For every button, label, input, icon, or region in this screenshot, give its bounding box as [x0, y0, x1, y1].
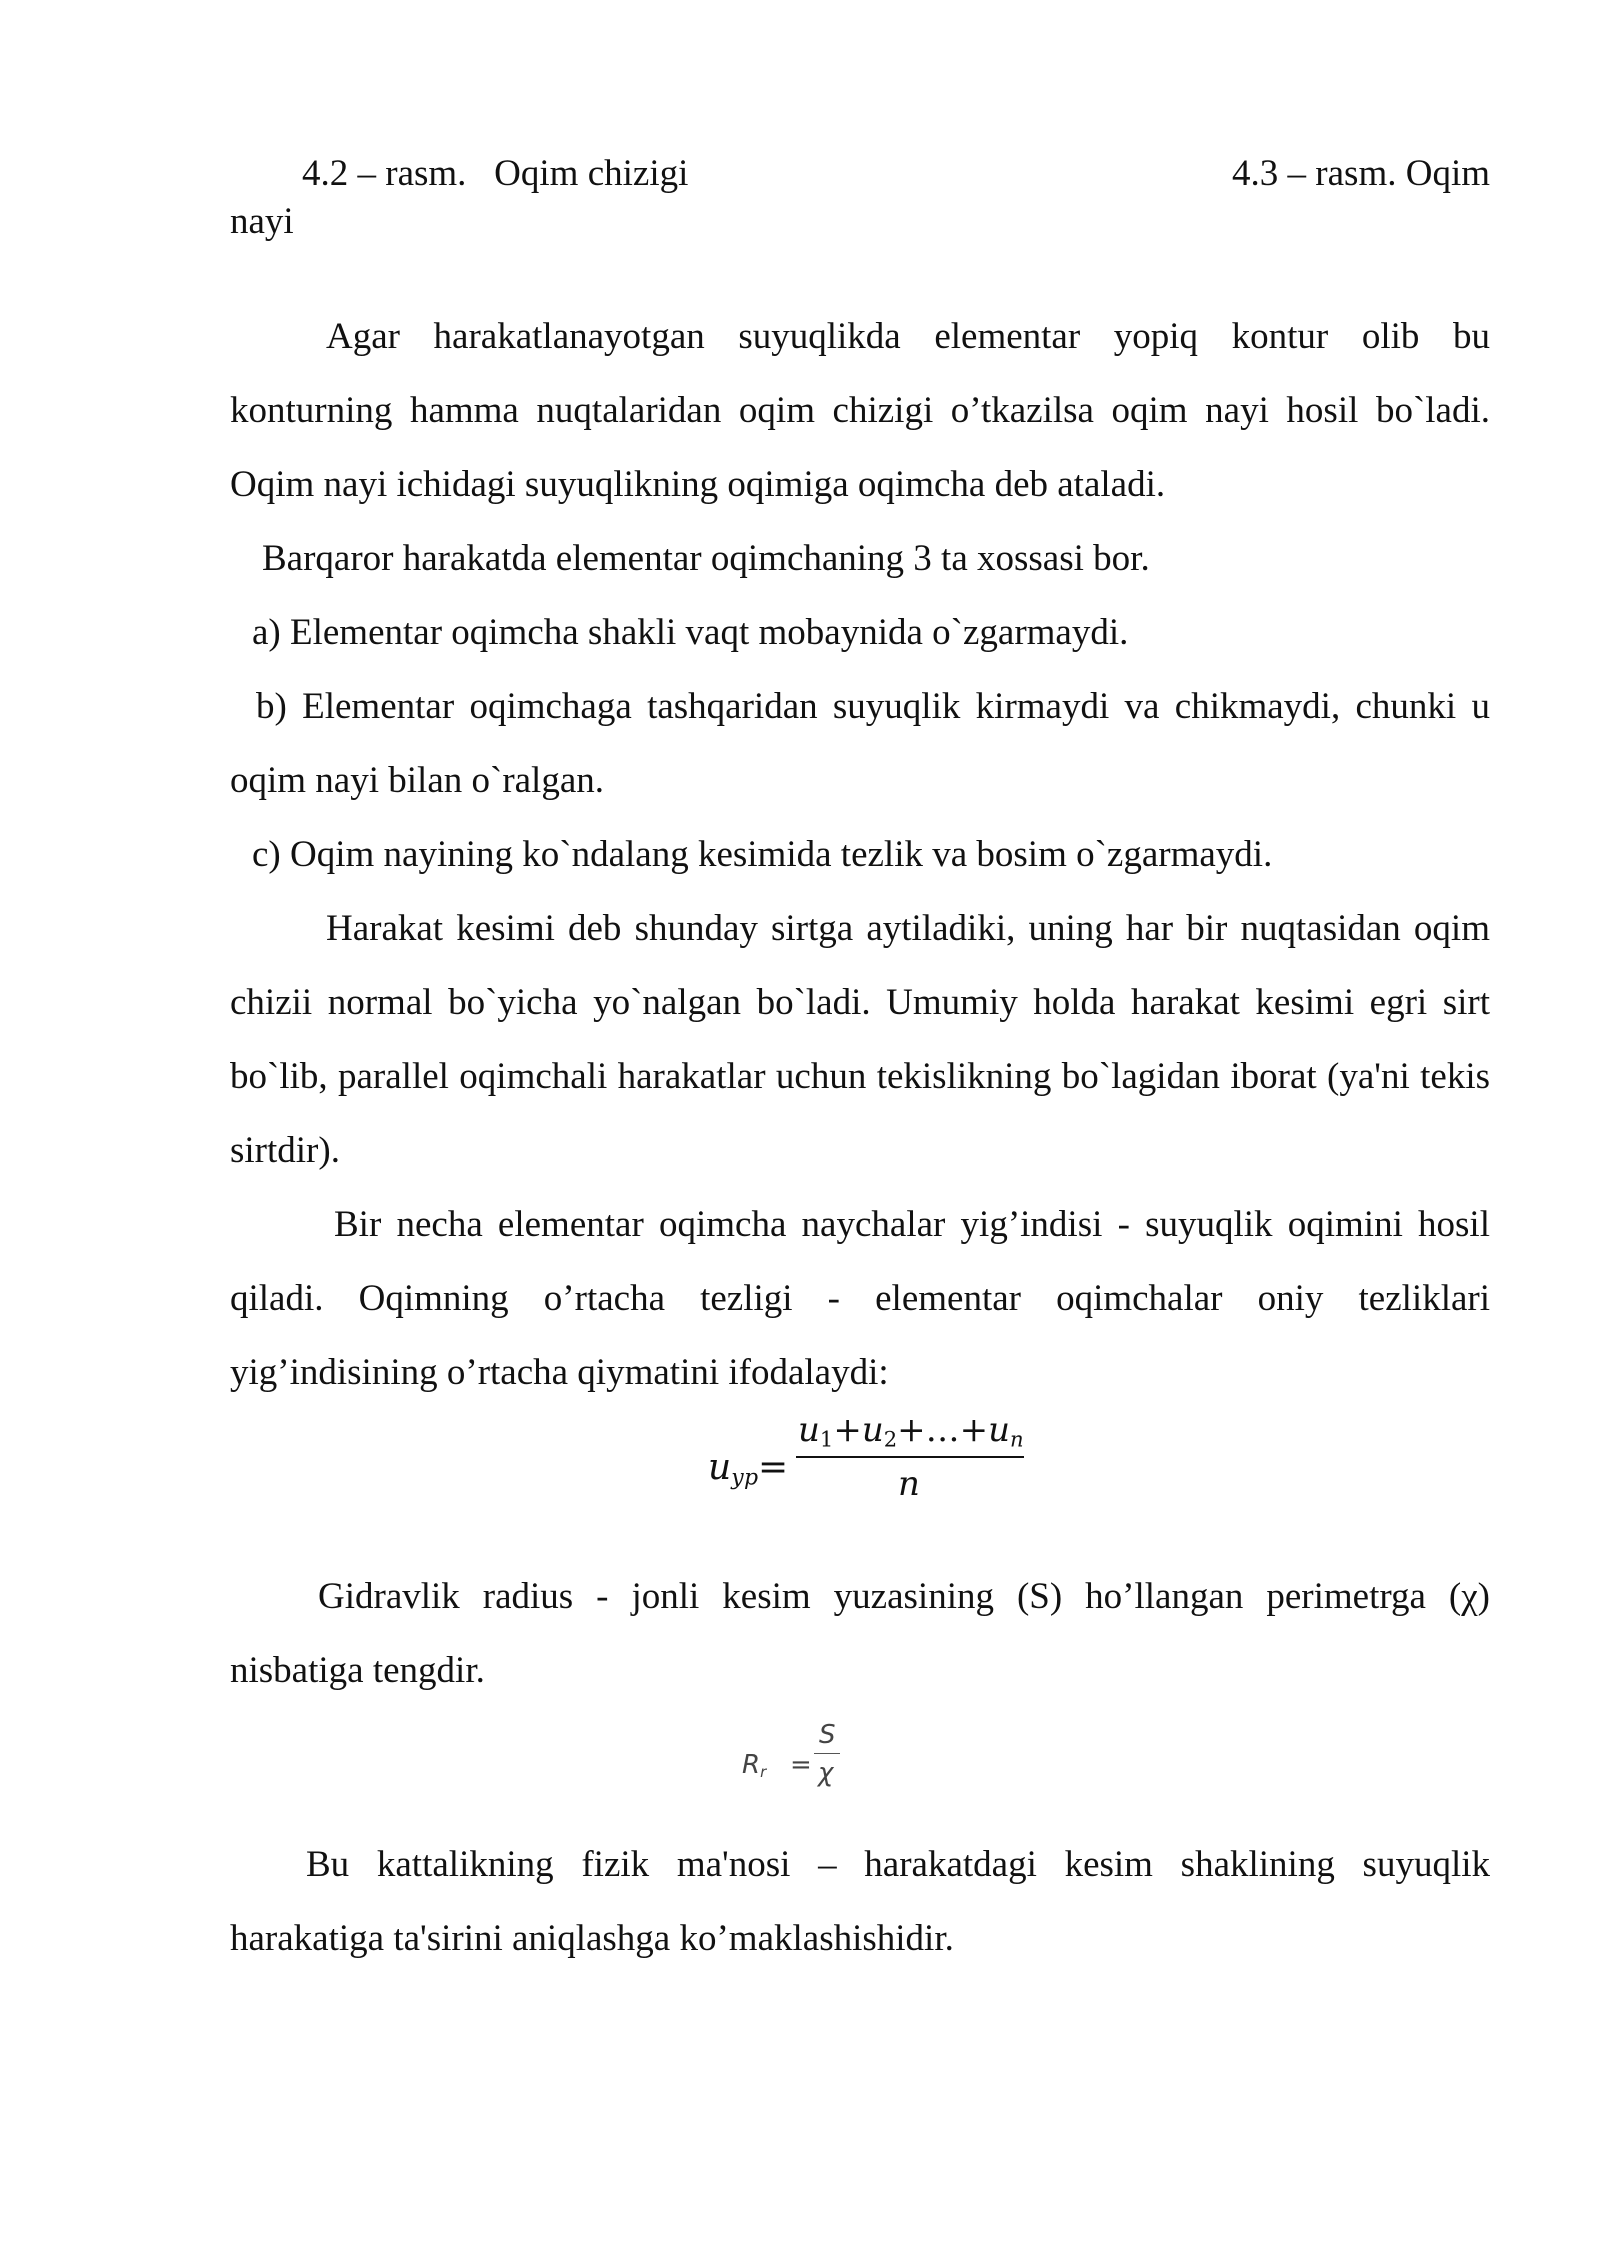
figure-captions: [230, 150, 1490, 246]
list-item-b: b) Elementar oqimchaga tashqaridan suyuqlik kirmaydi va chikmaydi, chunki u oqim nayi bilan o`ralgan.: [230, 686, 1490, 801]
document-page: [230, 150, 1490, 1976]
formula2-equals: =: [790, 1750, 812, 1780]
fraction-bar: [796, 1456, 1024, 1458]
caption-figure-4-3-continuation: nayi: [230, 201, 294, 242]
formula2-numerator: S: [819, 1720, 836, 1750]
formula2-denominator: χ: [818, 1758, 834, 1788]
paragraph-ortacha-tezlik: Bir necha elementar oqimcha naychalar yig’indisi - suyuqlik oqimini hosil qiladi. Oqimning o’rtacha tezligi - elementar oqimchalar oniy tezliklari yig’indisining o’rtacha qiymatini ifodalaydi:: [230, 1204, 1490, 1393]
formula-lhs: $u_{ур}=$: [708, 1447, 789, 1491]
paragraph-harakat-kesimi: Harakat kesimi deb shunday sirtga aytiladiki, uning har bir nuqtasidan oqim chizii normal bo`yicha yo`nalgan bo`ladi. Umumiy holda harakat kesimi egri sirt bo`lib, parallel oqimchali harakatlar uchun tekislikning bo`lagidan iborat (ya'ni tekis sirtdir).: [230, 908, 1490, 1171]
caption-figure-4-2: 4.2 – rasm. Oqim chizigi: [302, 153, 689, 194]
list-item-c: c) Oqim nayining ko`ndalang kesimida tezlik va bosim o`zgarmaydi.: [252, 834, 1273, 875]
paragraph-fizik-manosi: Bu kattalikning fizik ma'nosi – harakatdagi kesim shaklining suyuqlik harakatiga ta'sirini aniqlashga ko’maklashishidir.: [230, 1844, 1490, 1959]
formula-hydraulic-radius: [230, 1708, 1490, 1828]
caption-figure-4-3: 4.3 – rasm. Oqim: [1232, 153, 1490, 194]
paragraph-gidravlik-radius: Gidravlik radius - jonli kesim yuzasining (S) ho’llangan perimetrga (χ) nisbatiga tengdir.: [230, 1576, 1490, 1691]
formula-denominator: n: [898, 1464, 920, 1504]
paragraph-oqim-nayi: Agar harakatlanayotgan suyuqlikda elementar yopiq kontur olib bu konturning hamma nuqtalaridan oqim chizigi o’tkazilsa oqim nayi hosil bo`ladi. Oqim nayi ichidagi suyuqlikning oqimiga oqimcha deb ataladi.: [230, 316, 1490, 505]
paragraph-xossalar-intro: Barqaror harakatda elementar oqimchaning 3 ta xossasi bor.: [262, 538, 1150, 579]
formula-average-velocity: [230, 1410, 1490, 1560]
formula2-lhs: $R_r$: [742, 1750, 767, 1781]
fraction-bar-2: [814, 1753, 840, 1754]
list-item-a: a) Elementar oqimcha shakli vaqt mobaynida o`zgarmaydi.: [252, 612, 1129, 653]
formula-numerator: $u_1+u_2+\dots+u_n$: [798, 1410, 1024, 1452]
